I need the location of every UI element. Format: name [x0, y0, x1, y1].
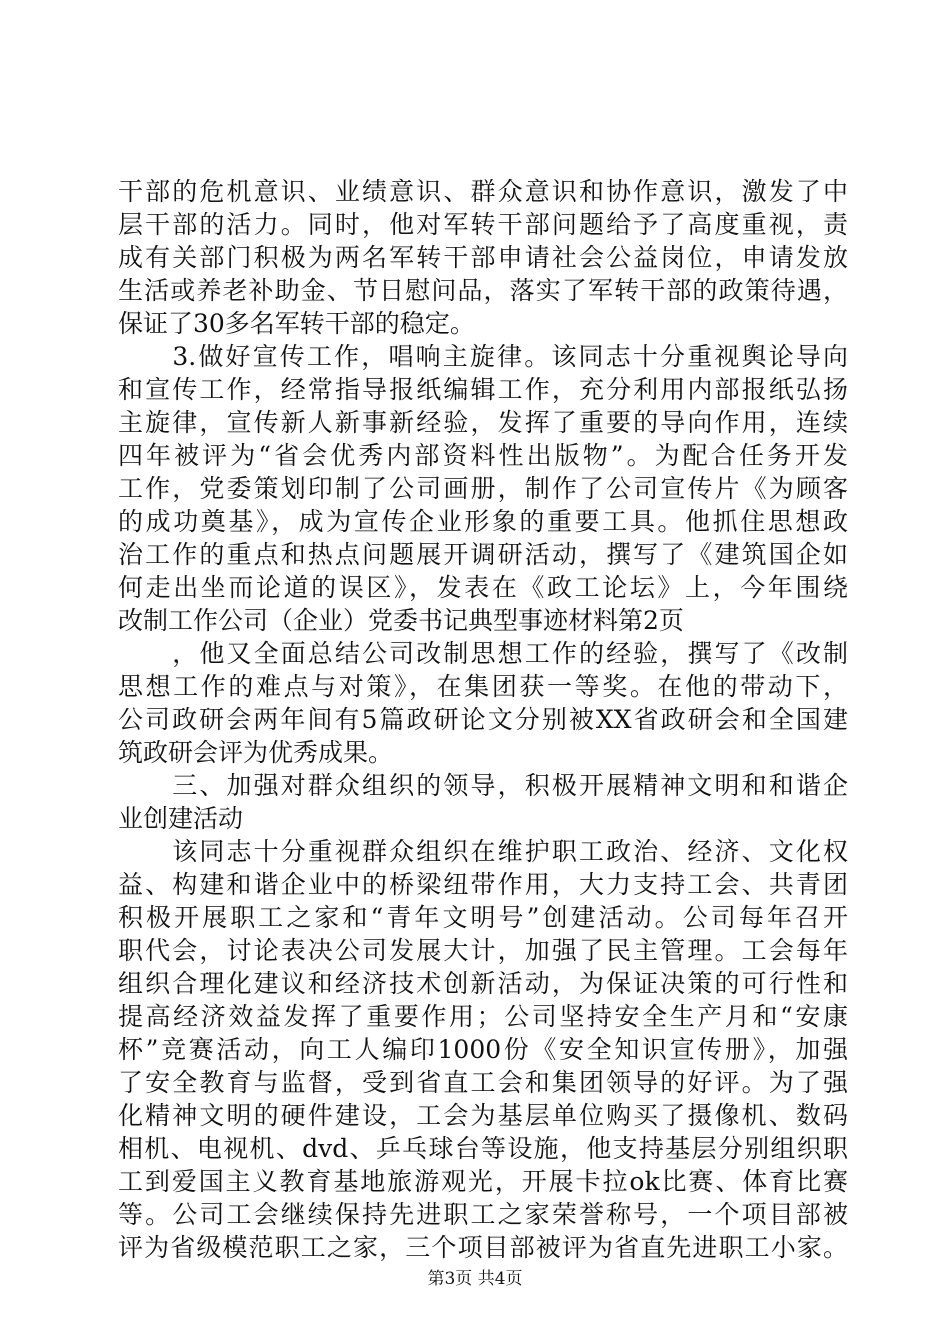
text-line: 工作，党委策划印制了公司画册，制作了公司宣传片《为顾客	[118, 474, 848, 503]
section-heading: 业创建活动	[118, 804, 244, 833]
section-heading: 三、加强对群众组织的领导，积极开展精神文明和和谐企	[118, 771, 848, 800]
text-line: 保证了30多名军转干部的稳定。	[118, 309, 475, 338]
text-line: 四年被评为“省会优秀内部资料性出版物”。为配合任务开发	[118, 441, 848, 470]
text-line: 评为省级模范职工之家，三个项目部被评为省直先进职工小家。	[118, 1233, 848, 1262]
text-line: 公司政研会两年间有5篇政研论文分别被XX省政研会和全国建	[118, 705, 848, 734]
text-line: 和宣传工作，经常指导报纸编辑工作，充分利用内部报纸弘扬	[118, 375, 848, 404]
text-line: 3.做好宣传工作，唱响主旋律。该同志十分重视舆论导向	[118, 342, 848, 371]
text-line: 了安全教育与监督，受到省直工会和集团领导的好评。为了强	[118, 1068, 848, 1097]
text-line: 积极开展职工之家和“青年文明号”创建活动。公司每年召开	[118, 903, 848, 932]
text-line: 筑政研会评为优秀成果。	[118, 738, 394, 767]
text-line: 主旋律，宣传新人新事新经验，发挥了重要的导向作用，连续	[118, 408, 848, 437]
text-line: 改制工作公司（企业）党委书记典型事迹材料第2页	[118, 606, 684, 635]
text-line: 相机、电视机、dvd、乒乓球台等设施，他支持基层分别组织职	[118, 1134, 848, 1163]
text-line: 干部的危机意识、业绩意识、群众意识和协作意识，激发了中	[118, 177, 848, 206]
text-line: 等。公司工会继续保持先进职工之家荣誉称号，一个项目部被	[118, 1200, 848, 1229]
text-line: 生活或养老补助金、节日慰问品，落实了军转干部的政策待遇，	[118, 276, 848, 305]
text-line: 组织合理化建议和经济技术创新活动，为保证决策的可行性和	[118, 969, 848, 998]
text-line: 益、构建和谐企业中的桥梁纽带作用，大力支持工会、共青团	[118, 870, 848, 899]
text-line: 工到爱国主义教育基地旅游观光，开展卡拉ok比赛、体育比赛	[118, 1167, 848, 1196]
text-line: 杯”竞赛活动，向工人编印1000份《安全知识宣传册》，加强	[118, 1035, 848, 1064]
page-footer: 第3页 共4页	[427, 1269, 523, 1289]
text-line: 何走出坐而论道的误区》，发表在《政工论坛》上，今年围绕	[118, 573, 848, 602]
text-line: ，他又全面总结公司改制思想工作的经验，撰写了《改制	[118, 639, 848, 668]
text-line: 该同志十分重视群众组织在维护职工政治、经济、文化权	[118, 837, 848, 866]
text-line: 提高经济效益发挥了重要作用；公司坚持安全生产月和“安康	[118, 1002, 848, 1031]
text-line: 成有关部门积极为两名军转干部申请社会公益岗位，申请发放	[118, 243, 848, 272]
text-line: 思想工作的难点与对策》，在集团获一等奖。在他的带动下，	[118, 672, 848, 701]
text-line: 治工作的重点和热点问题展开调研活动，撰写了《建筑国企如	[118, 540, 848, 569]
text-line: 的成功奠基》，成为宣传企业形象的重要工具。他抓住思想政	[118, 507, 848, 536]
text-line: 层干部的活力。同时，他对军转干部问题给予了高度重视，责	[118, 210, 848, 239]
text-line: 化精神文明的硬件建设，工会为基层单位购买了摄像机、数码	[118, 1101, 848, 1130]
text-line: 职代会，讨论表决公司发展大计，加强了民主管理。工会每年	[118, 936, 848, 965]
